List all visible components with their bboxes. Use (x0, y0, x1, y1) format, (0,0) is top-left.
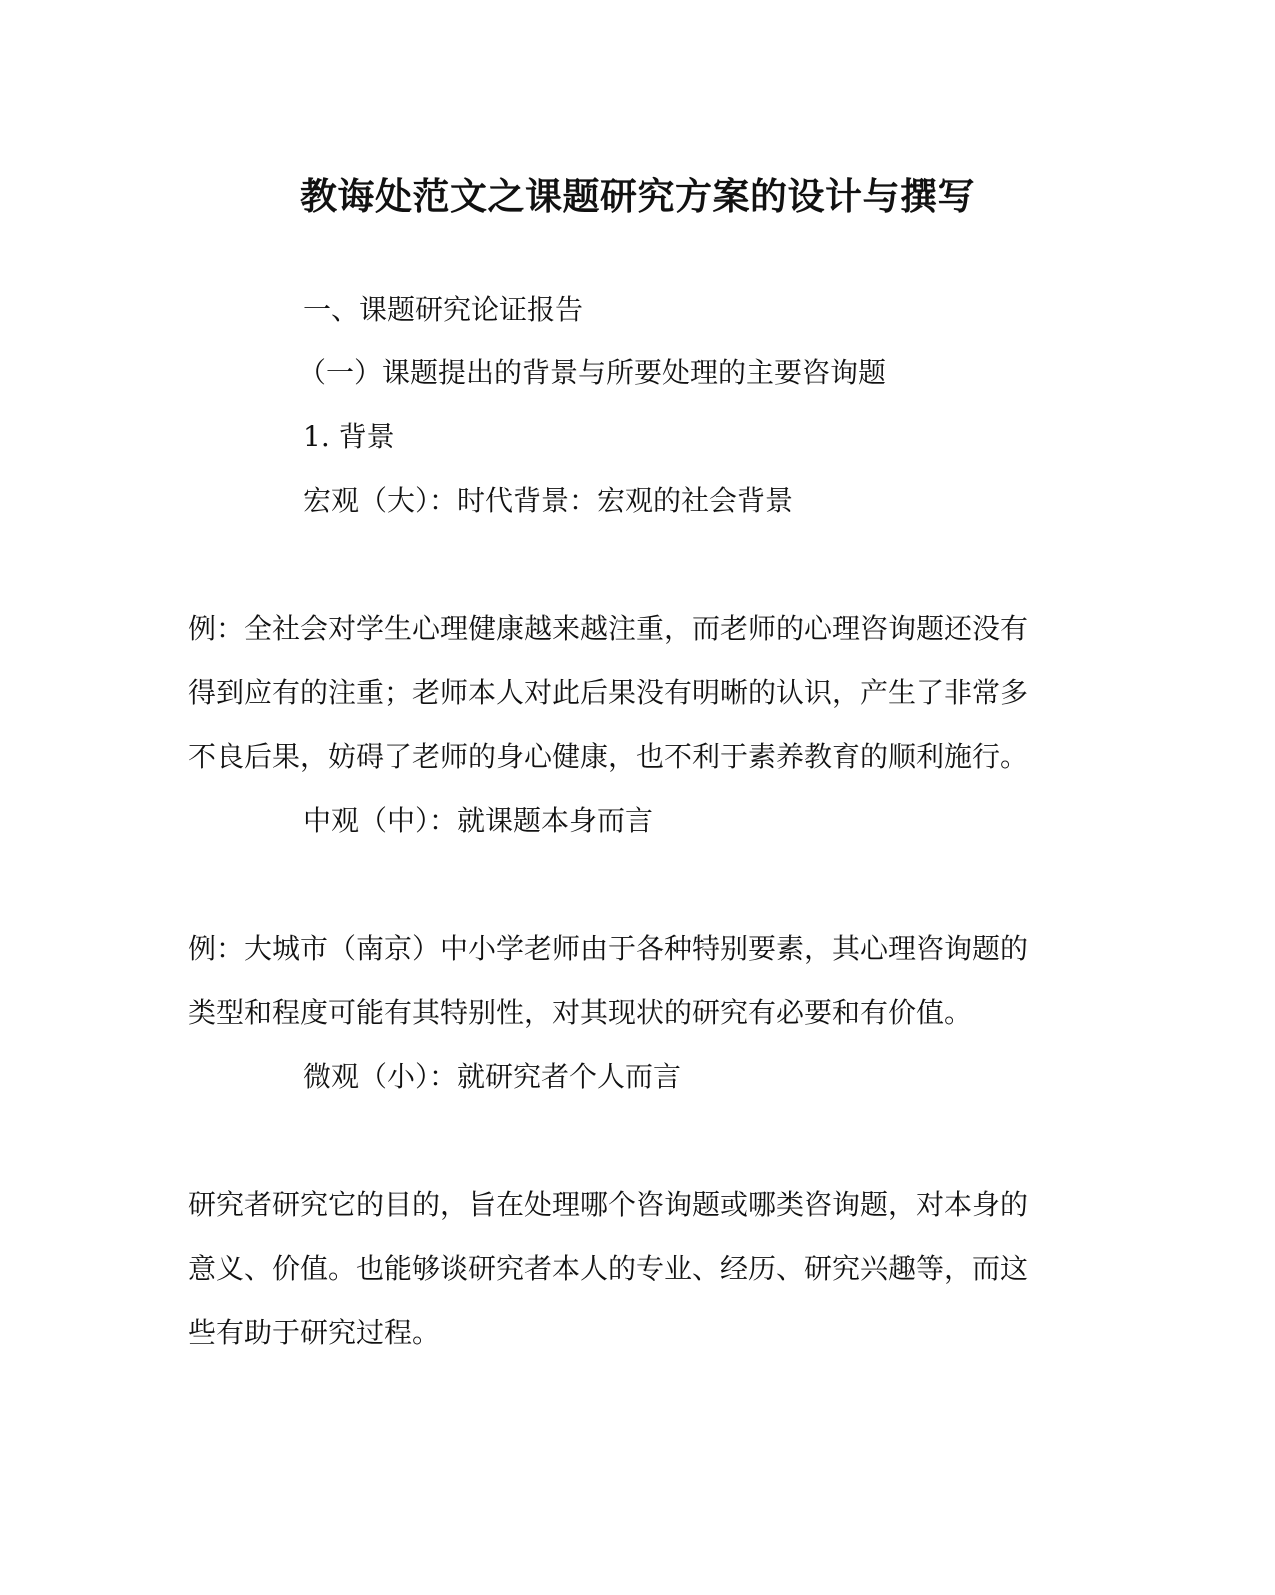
macro-example-line-2: 得到应有的注重；老师本人对此后果没有明晰的认识，产生了非常多 (188, 676, 1029, 709)
section-heading-1: 一、课题研究论证报告 (303, 293, 584, 326)
micro-label: 微观（小）：就研究者个人而言 (303, 1060, 682, 1093)
micro-text-line-2: 意义、价值。也能够谈研究者本人的专业、经历、研究兴趣等，而这 (188, 1252, 1029, 1285)
micro-text-line-1: 研究者研究它的目的，旨在处理哪个咨询题或哪类咨询题，对本身的 (188, 1188, 1029, 1221)
section-heading-2: （一）课题提出的背景与所要处理的主要咨询题 (298, 356, 887, 389)
meso-example-line-1: 例：大城市（南京）中小学老师由于各种特别要素，其心理咨询题的 (188, 932, 1029, 965)
macro-label: 宏观（大）：时代背景：宏观的社会背景 (303, 484, 794, 517)
section-heading-3: 1. 背景 (303, 420, 395, 453)
document-title: 教诲处范文之课题研究方案的设计与撰写 (300, 174, 975, 218)
micro-text-line-3: 些有助于研究过程。 (188, 1316, 441, 1349)
macro-example-line-3: 不良后果，妨碍了老师的身心健康，也不利于素养教育的顺利施行。 (188, 740, 1029, 773)
meso-label: 中观（中）：就课题本身而言 (303, 804, 654, 837)
macro-example-line-1: 例：全社会对学生心理健康越来越注重，而老师的心理咨询题还没有 (188, 612, 1029, 645)
meso-example-line-2: 类型和程度可能有其特别性，对其现状的研究有必要和有价值。 (188, 996, 973, 1029)
